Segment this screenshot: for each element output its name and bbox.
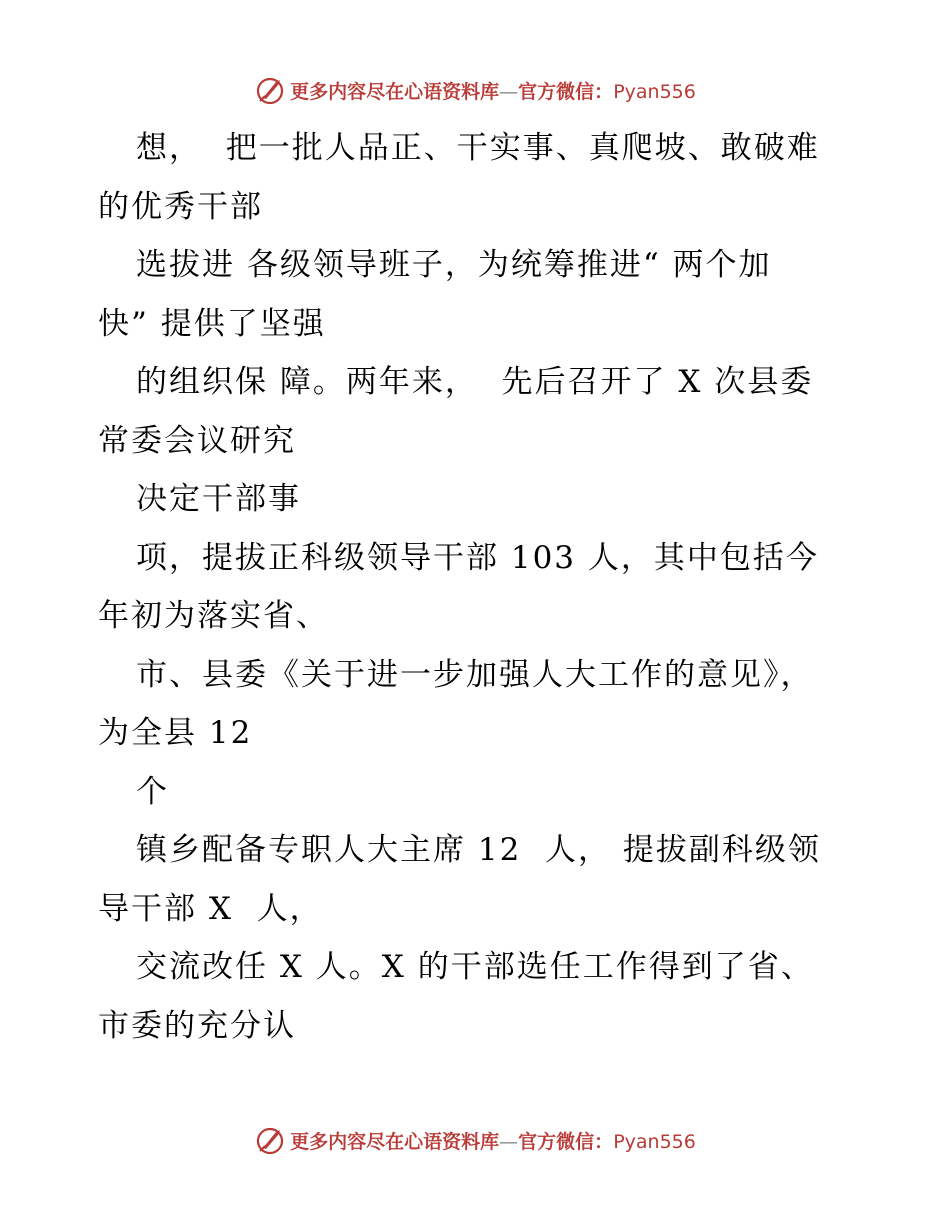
body-line: 年初为落实省、 (98, 598, 329, 634)
body-line: 市委的充分认 (98, 1007, 296, 1044)
body-line: 的优秀干部 (98, 188, 263, 225)
body-line: 导干部 X 人， (98, 890, 323, 927)
body-line: 选拔进 各级领导班子，为统筹推进“ 两个加 (136, 247, 772, 283)
body-line: 为全县 12 (98, 715, 253, 751)
body-line: 快” 提供了坚强 (98, 305, 326, 342)
watermark-separator: — (499, 80, 519, 103)
watermark-wechat-label: 官方微信： (518, 1130, 614, 1153)
body-line: 想， 把一批人品正、干实事、真爬坡、敢破难 (136, 130, 820, 166)
watermark-wechat-id: Pyan556 (613, 80, 696, 103)
watermark-wechat-label: 官方微信： (518, 80, 614, 103)
watermark-slogan: 更多内容尽在心语资料库 (290, 1130, 500, 1153)
watermark-wechat-id: Pyan556 (613, 1130, 696, 1153)
watermark-slogan: 更多内容尽在心语资料库 (290, 80, 500, 103)
body-line: 市、县委《关于进一步加强人大工作的意见》， (136, 656, 814, 693)
body-line: 决定干部事 (136, 481, 301, 517)
watermark-text (290, 1127, 696, 1154)
header-watermark (0, 73, 950, 107)
document-body (98, 119, 858, 1055)
body-line: 个 (136, 773, 169, 810)
watermark-text (290, 77, 696, 104)
quill-pen-logo-icon (254, 1124, 286, 1156)
watermark-separator: — (499, 1130, 519, 1153)
body-line: 常委会议研究 (98, 422, 296, 459)
footer-watermark (0, 1123, 950, 1157)
body-line: 的组织保 障。两年来， 先后召开了 X 次县委 (136, 364, 814, 400)
body-line: 项，提拔正科级领导干部 103 人，其中包括今 (136, 539, 819, 576)
quill-pen-logo-icon (254, 74, 286, 106)
body-line: 交流改任 X 人。X 的干部选任工作得到了省、 (136, 949, 814, 985)
body-line: 镇乡配备专职人大主席 12 人， 提拔副科级领 (136, 832, 821, 868)
